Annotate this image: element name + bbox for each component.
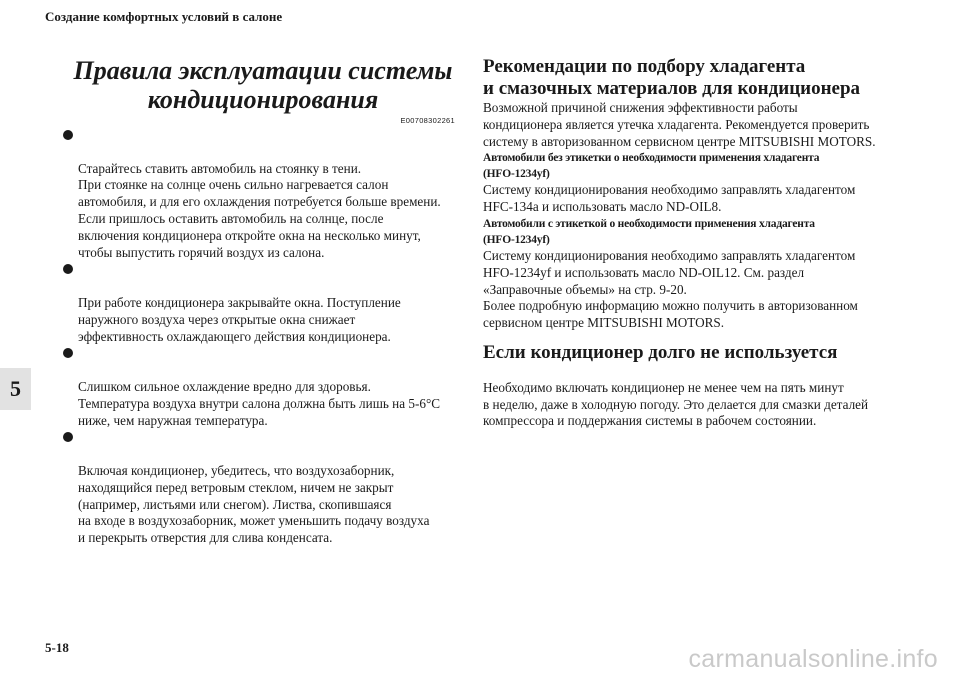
document-code: E00708302261 bbox=[400, 116, 455, 125]
refrigerant-heading: Рекомендации по подбору хладагента и смазочных материалов для кондиционера bbox=[483, 56, 861, 99]
bullet-icon bbox=[63, 432, 73, 442]
list-item-text: Включая кондиционер, убедитесь, что воздухозаборник, находящийся перед ветровым стеклом, ничем не закрыт (например, листьями или снегом). Листва, скопившаяся на входе в воздухозаборник, может уменьшить подачу воздуха и перекрыть отверстия для слива конденсата. bbox=[78, 462, 430, 546]
left-column bbox=[63, 56, 455, 547]
watermark: carmanualsonline.info bbox=[688, 645, 938, 673]
with-label-subheading: Автомобили с этикеткой о необходимости применения хладагента (HFO-1234yf) bbox=[483, 217, 815, 246]
list-item-text: При работе кондиционера закрывайте окна. Поступление наружного воздуха через открытые окна снижает эффективность охлаждающего действия кондиционера. bbox=[78, 294, 401, 344]
chapter-number: 5 bbox=[10, 376, 21, 401]
list-item bbox=[63, 261, 455, 345]
no-label-subheading: Автомобили без этикетки о необходимости применения хладагента (HFO-1234yf) bbox=[483, 152, 820, 181]
bullet-icon bbox=[63, 264, 73, 274]
running-header: Создание комфортных условий в салоне bbox=[45, 9, 283, 24]
right-column bbox=[483, 56, 913, 430]
section-title: Правила эксплуатации системы кондиционирования bbox=[73, 56, 453, 114]
no-label-text: Систему кондиционирования необходимо заправлять хладагентом HFC-134a и использовать масло ND-OIL8. bbox=[483, 182, 856, 215]
page-number: 5-18 bbox=[45, 640, 69, 655]
unused-ac-text: Необходимо включать кондиционер не менее чем на пять минут в неделю, даже в холодную погоду. Это делается для смазки деталей компрессора и поддержания системы в рабочем состоянии. bbox=[483, 379, 869, 429]
list-item bbox=[63, 127, 455, 261]
list-item bbox=[63, 345, 455, 429]
with-label-text: Систему кондиционирования необходимо заправлять хладагентом HFO-1234yf и использовать масло ND-OIL12. См. раздел «Заправочные объемы» на стр. 9-20. Более подробную информацию можно получить в авторизованном сервисном центре MITSUBISHI MOTORS. bbox=[483, 247, 858, 331]
refrigerant-intro: Возможной причиной снижения эффективности работы кондиционера является утечка хладагента. Рекомендуется проверить систему в авторизованном сервисном центре MITSUBISHI MOTORS. bbox=[483, 100, 876, 149]
chapter-tab bbox=[0, 368, 31, 410]
list-item-text: Слишком сильное охлаждение вредно для здоровья. Температура воздуха внутри салона должна быть лишь на 5-6°C ниже, чем наружная температура. bbox=[78, 378, 441, 428]
bullet-icon bbox=[63, 348, 73, 358]
list-item-text: Старайтесь ставить автомобиль на стоянку в тени. При стоянке на солнце очень сильно нагревается салон автомобиля, и для его охлаждения потребуется больше времени. Если пришлось оставить автомобиль на солнце, после включения кондиционера откройте окна на несколько минут, чтобы выпустить горячий воздух из салона. bbox=[78, 160, 441, 260]
unused-ac-heading: Если кондиционер долго не используется bbox=[483, 341, 838, 363]
bullet-list bbox=[63, 127, 455, 547]
bullet-icon bbox=[63, 130, 73, 140]
list-item bbox=[63, 429, 455, 547]
